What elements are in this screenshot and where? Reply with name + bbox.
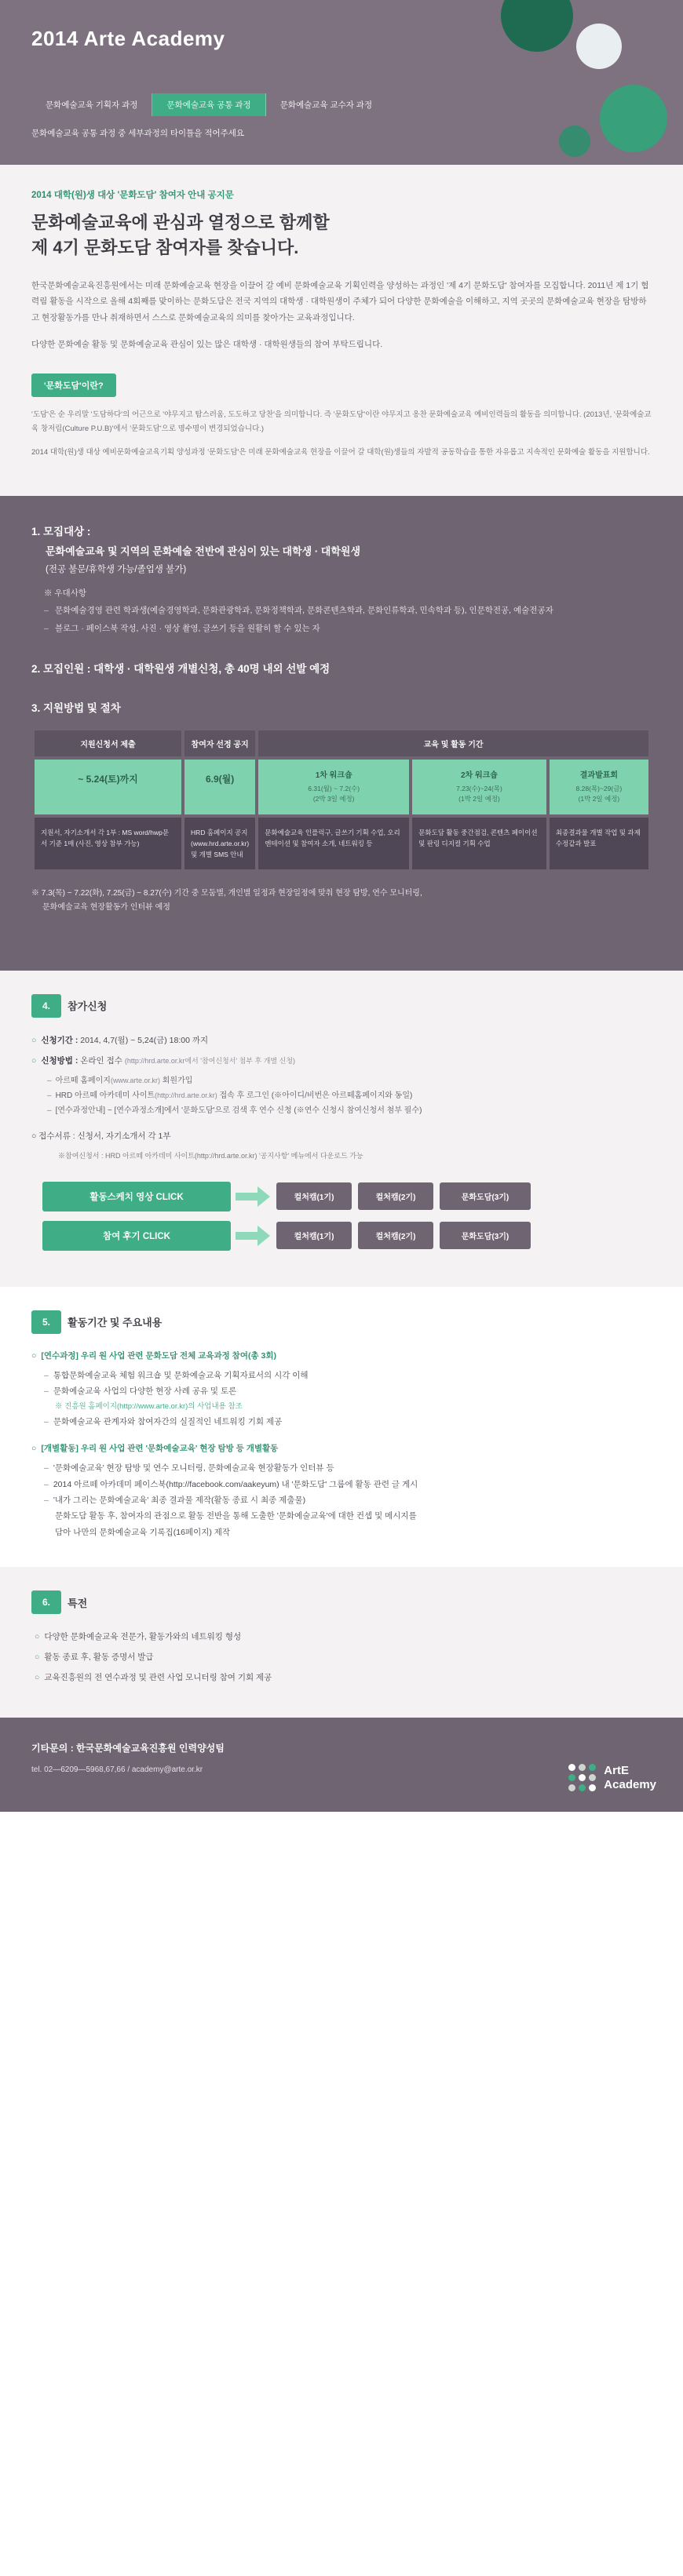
cell-workshop-2 (412, 760, 546, 814)
benefit-item-3-text: 교육진흥원의 전 연수과정 및 관련 사업 모니터링 참여 기회 제공 (44, 1673, 272, 1683)
cell-workshop-1 (258, 760, 409, 814)
apply-step-1-link[interactable]: (www.arte.or.kr) (110, 1077, 160, 1085)
process-table (31, 727, 652, 873)
dash-icon: – (44, 1386, 49, 1397)
section-2-heading: 2. 모집인원 : 대학생 · 대학원생 개별신청, 총 40명 내외 선발 예정 (31, 663, 331, 676)
section-4-head (31, 994, 652, 1018)
section-3-note-line2: 문화예술교육 현장활동가 인터뷰 예정 (42, 903, 170, 913)
group-1-head (31, 1350, 652, 1361)
dash-icon: – (44, 606, 49, 616)
group-1-item-1 (31, 1368, 652, 1383)
dark-section (0, 496, 683, 971)
section-6 (0, 1567, 683, 1718)
cell-announce-date: 6.9(월) (184, 760, 255, 814)
apply-period-value: 2014, 4,7(월) ~ 5,24(금) 18:00 까지 (78, 1035, 209, 1045)
bullet-icon: ○ (35, 1632, 40, 1642)
tab-instructor-course[interactable]: 문화예술교육 교수자 과정 (279, 100, 373, 110)
benefit-item-2-text: 활동 종료 후, 활동 증명서 발급 (44, 1652, 154, 1663)
pref-item-text: 문화예술경영 관련 학과생(예술경영학과, 문화관광학과, 문화정책학과, 문화콘텐츠학과, 문화인류학과, 민속학과 등), 인문학전공, 예술전공자 (55, 606, 553, 616)
dash-icon: – (44, 1463, 49, 1474)
section-1-pref-list (31, 586, 652, 636)
tab-common-course[interactable]: 문화예술교육 공통 과정 (152, 93, 265, 116)
benefit-item-3 (31, 1671, 652, 1686)
intro-section (0, 165, 683, 496)
apply-method-row (31, 1054, 652, 1069)
table-header-row (35, 731, 648, 756)
section-2 (31, 660, 652, 676)
what-is-tag: '문화도담'이란? (31, 373, 116, 397)
cell-presentation-sub: 8.28(목)~29(금) (1박 2일 예정) (575, 785, 623, 803)
cell-presentation (550, 760, 648, 814)
intro-paragraph-2: 다양한 문화예술 활동 및 문화예술교육 관심이 있는 많은 대학생 · 대학원생들의 참여 부탁드립니다. (31, 340, 383, 350)
apply-period-row (31, 1033, 652, 1049)
what-is-paragraph-2: 2014 대학(원)생 대상 예비문화예술교육기획 양성과정 '문화도담'은 미래 문화예술교육 현장을 이끌어 갈 대학(원)생들의 자발적 공동학습을 통한 자유롭고 지속적인 문화예술 활동을 지원합니다. (31, 447, 650, 457)
group-1-star-note[interactable]: ※ 진흥원 홈페이지(http://www.arte.or.kr)의 사업내용 참조 (55, 1401, 243, 1411)
review-culture-camp-2-button[interactable]: 컬처캠(2기) (358, 1222, 433, 1249)
group-1-item-3-text: 문화예술교육 관계자와 참여자간의 실질적인 네트워킹 기회 제공 (53, 1416, 283, 1426)
table-row (35, 760, 648, 814)
header-subnote: 문화예술교육 공통 과정 중 세부과정의 타이틀을 적어주세요 (31, 129, 245, 138)
footer-contact[interactable]: tel. 02—6209—5968,67,66 / academy@arte.or.kr (31, 1765, 203, 1775)
intro-paragraph-1: 한국문화예술교육진흥원에서는 미래 문화예술교육 현장을 이끌어 갈 예비 문화예술교육 기획인력을 양성하는 과정인 '제 4기 문화도담' 참여자를 모집합니다. 2011년 제 1기 협력림 활동을 시작으로 올해 4회째를 맞이하는 문화도담은 전국 지역의 대학생 · 대학원생이 주체가 되어 다양한 문화예술을 이해하고, 지역 곳곳의 문화예술교육 현장을 탐방하고 현장활동가를 만나 취재하면서 스스로 문화예술교육의 의미를 찾아가는 교육과정입니다. (31, 280, 649, 322)
benefit-item-1-text: 다양한 문화예술교육 전문가, 활동가와의 네트워킹 형성 (44, 1632, 242, 1642)
video-button-grid (31, 1182, 652, 1251)
dash-icon: – (47, 1077, 52, 1086)
apply-step-2 (31, 1088, 652, 1103)
desc-presentation: 최종결과물 개별 작업 및 과제 수정같과 발표 (550, 818, 648, 869)
apply-step-1 (31, 1073, 652, 1088)
desc-workshop-1: 문화예술교육 인플럭구, 글쓰기 기획 수업, 오리엔테이션 및 참여자 소개, 네트워킹 등 (258, 818, 409, 869)
desc-workshop-2: 문화도담 활동 중간점검, 콘텐츠 페이이션 및 판링 디지컬 기획 수업 (412, 818, 546, 869)
group-2-plain-2: 담아 나만의 문화예술교육 기록집(16페이지) 제작 (55, 1527, 231, 1537)
section-3 (31, 699, 652, 916)
bullet-icon: ○ (31, 1035, 37, 1045)
apply-step-1-text2: 회원가입 (159, 1077, 193, 1086)
page-title: 2014 Arte Academy (31, 27, 225, 50)
group-2-head-text: [개별활동] 우리 원 사업 관련 '문화예술교육' 현장 탐방 등 개별활동 (41, 1444, 279, 1454)
section-3-note-line1: ※ 7.3(목) ~ 7.22(화), 7.25(금) ~ 8.27(수) 기간 중 모둠별, 개인별 일정과 현장일정에 맞춰 현장 탐방, 연수 모니터링, (31, 888, 422, 898)
section-5 (0, 1287, 683, 1568)
apply-step-2-text2: 접속 후 로그인 (※아이디/비번은 아르떼홈페이지와 동일) (217, 1091, 413, 1101)
docs-row (31, 1129, 652, 1145)
section-4 (0, 971, 683, 1287)
benefit-item-1 (31, 1630, 652, 1645)
apply-method-label: 신청방법 : (41, 1055, 79, 1066)
what-is-paragraph-1: '도담'은 순 우리말 '도담하다'의 어근으로 '야무지고 탐스러움, 도도하고 당찬'을 의미합니다. 즉 '문화도담'이란 야무지고 옹찬 문화예술교육 예비인력들의 활동을 의미합니다. (2013년, '문화예술교육 창저림(Culture P.U.B)'에서 '문화도담'으로 명수명이 변경되었습니다.) (31, 410, 652, 433)
dash-icon: – (44, 1370, 49, 1380)
logo-line-1: ArtE (604, 1764, 629, 1778)
group-2-item-2-text[interactable]: 2014 아르떼 아카데미 페이스북(http://facebook.com/aakeyum) 내 '문화도담' 그룹에 활동 관련 글 게시 (53, 1479, 418, 1489)
group-1-item-1-text: 통합문화예술교육 체험 워크숍 및 문화예술교육 기획자료서의 시각 이해 (53, 1370, 309, 1380)
logo-text (604, 1764, 656, 1791)
pref-item-text: 블로그 · 페이스북 작성, 사진 · 영상 촬영, 글쓰기 등을 원활히 할 수 있는 자 (55, 623, 320, 633)
intro-eyebrow: 2014 대학(원)생 대상 '문화도담' 참여자 안내 공지문 (31, 191, 234, 200)
what-is-box (31, 373, 652, 460)
benefit-item-2 (31, 1650, 652, 1666)
dash-icon: – (47, 1091, 52, 1101)
footer-title: 기타문의 : 한국문화예술교육진흥원 인력양성팀 (31, 1743, 225, 1754)
video-button-line (42, 1182, 652, 1211)
apply-step-1-text: 아르떼 홈페이지 (55, 1077, 111, 1086)
group-2-item-1-text: '문화예술교육' 현장 탐방 및 연수 모니터링, 문화예술교육 현장활동가 인터뷰 등 (53, 1463, 334, 1474)
intro-heading-line2: 제 4기 문화도담 참여자를 찾습니다. (31, 237, 299, 257)
group-2-item-3-text: '내가 그리는 문화예술교육' 최종 결과물 제작(활동 종료 시 최종 제출물) (53, 1496, 306, 1505)
cell-presentation-title: 결과발표회 (579, 771, 619, 781)
section-5-title: 활동기간 및 주요내용 (68, 1317, 163, 1329)
section-4-title: 참가신청 (68, 1000, 108, 1013)
pref-item (44, 603, 652, 618)
section-1-heading (31, 523, 652, 575)
culture-camp-2-button[interactable]: 컬처캠(2기) (358, 1182, 433, 1210)
culture-camp-1-button[interactable]: 컬처캠(1기) (276, 1182, 352, 1210)
apply-method-note[interactable]: (http://hrd.arte.or.kr에서 '참여신청서' 첨부 후 개별 신청) (124, 1056, 296, 1065)
apply-step-2-link[interactable]: (http://hrd.arte.or.kr) (155, 1091, 217, 1100)
dash-icon: – (44, 1416, 49, 1426)
section-1-title: 1. 모집대상 : (31, 525, 91, 537)
apply-step-2-text: HRD 아르떼 아카데미 사이트 (55, 1091, 155, 1101)
section-3-heading: 3. 지원방법 및 절차 (31, 702, 121, 715)
logo-dots-icon (568, 1764, 596, 1791)
group-2-item-1 (31, 1460, 652, 1476)
group-1-item-3 (31, 1414, 652, 1430)
group-2-item-3 (31, 1492, 652, 1508)
section-1-line2: 문화예술교육 및 지역의 문화예술 전반에 관심이 있는 대학생 · 대학원생 (46, 545, 361, 557)
group-1-item-2-text: 문화예술교육 사업의 다양한 현장 사례 공유 및 토론 (53, 1386, 237, 1397)
logo-line-2: Academy (604, 1777, 656, 1791)
cell-workshop-1-title: 1차 워크숍 (315, 771, 352, 781)
review-munhwadodam-3-button[interactable]: 문화도담(3기) (440, 1222, 531, 1249)
desc-apply: 지원서, 자기소개서 각 1부 : MS word/hwp문서 기준 1매 (사진, 영상 참부 가능) (35, 818, 181, 869)
bullet-icon: ○ (35, 1673, 40, 1683)
intro-heading (31, 210, 652, 261)
group-2-plain-1: 문화도담 활동 후, 참여자의 관점으로 활동 전반을 통해 도출한 '문화예술교육'에 대한 컨셉 및 메시지를 (55, 1511, 417, 1521)
bullet-icon: ○ (35, 1652, 40, 1663)
apply-period-label: 신청기간 : (41, 1035, 79, 1045)
section-6-number: 6. (31, 1590, 61, 1614)
apply-step-3-text: [연수과정안내] ~ [연수과정소개]에서 '문화도담'으로 검색 후 연수 신청 (※연수 신청시 참여신청서 첨부 필수) (55, 1106, 422, 1116)
docs-note: ※참여신청서 : HRD 아르떼 아카데미 사이트(http://hrd.arte.or.kr) '공지사항' 메뉴에서 다운로드 가능 (58, 1152, 363, 1160)
apply-method-value: 온라인 접수 (78, 1055, 122, 1066)
section-5-number: 5. (31, 1310, 61, 1334)
section-6-head (31, 1590, 652, 1614)
col-header-apply: 지원신청서 제출 (35, 731, 181, 756)
col-header-period: 교육 및 활동 기간 (258, 731, 648, 756)
arrow-right-icon (236, 1226, 272, 1246)
section-5-head (31, 1310, 652, 1334)
section-4-number: 4. (31, 994, 61, 1018)
munhwadodam-3-button[interactable]: 문화도담(3기) (440, 1182, 531, 1210)
group-2-head (31, 1442, 652, 1454)
cell-workshop-2-sub: 7.23(수)~24(목) (1박 2일 예정) (456, 785, 502, 803)
cell-apply-date: ~ 5.24(토)까지 (35, 760, 181, 814)
tab-planner-course[interactable]: 문화예술교육 기획자 과정 (31, 93, 152, 116)
bullet-icon: ○ (31, 1350, 37, 1361)
dash-icon: – (47, 1106, 52, 1116)
dash-icon: – (44, 1479, 49, 1489)
dash-icon: – (44, 623, 49, 633)
review-button-line (42, 1221, 652, 1251)
group-1-item-2 (31, 1383, 652, 1399)
dash-icon: – (44, 1496, 49, 1505)
intro-heading-line1: 문화예술교육에 관심과 열정으로 함께할 (31, 213, 330, 232)
arte-academy-logo (568, 1764, 656, 1791)
section-3-note (31, 887, 652, 916)
apply-step-3 (31, 1103, 652, 1118)
bullet-icon: ○ (31, 1444, 37, 1454)
activity-sketch-video-button[interactable]: 활동스케치 영상 CLICK (42, 1182, 231, 1211)
participant-review-button[interactable]: 참여 후기 CLICK (42, 1221, 231, 1251)
group-2-item-2 (31, 1477, 652, 1492)
docs-label: ○ 접수서류 : 신청서, 자기소개서 각 1부 (31, 1131, 171, 1142)
cell-workshop-1-sub: 6.31(월) ~ 7.2(수) (2박 3일 예정) (308, 785, 360, 803)
cell-workshop-2-title: 2차 워크숍 (460, 771, 498, 781)
pref-item (44, 621, 652, 636)
page-footer (0, 1718, 683, 1812)
section-6-title: 특전 (68, 1597, 88, 1609)
bullet-icon: ○ (31, 1055, 37, 1066)
desc-announce: HRD 홈페이지 공지 (www.hrd.arte.or.kr) 및 개별 SMS 안내 (184, 818, 255, 869)
section-1-line3: (전공 불문/휴학생 가능/졸업생 불가) (46, 564, 187, 574)
page-header (0, 0, 683, 165)
col-header-announce: 참여자 선정 공지 (184, 731, 255, 756)
group-1-head-text: [연수과정] 우리 원 사업 관련 문화도담 전체 교육과정 참여(총 3회) (41, 1350, 276, 1361)
section-1 (31, 523, 652, 636)
pref-label: ※ 우대사항 (44, 588, 86, 598)
review-culture-camp-1-button[interactable]: 컬처캠(1기) (276, 1222, 352, 1249)
arrow-right-icon (236, 1186, 272, 1207)
table-row (35, 818, 648, 869)
tab-bar (31, 93, 652, 116)
